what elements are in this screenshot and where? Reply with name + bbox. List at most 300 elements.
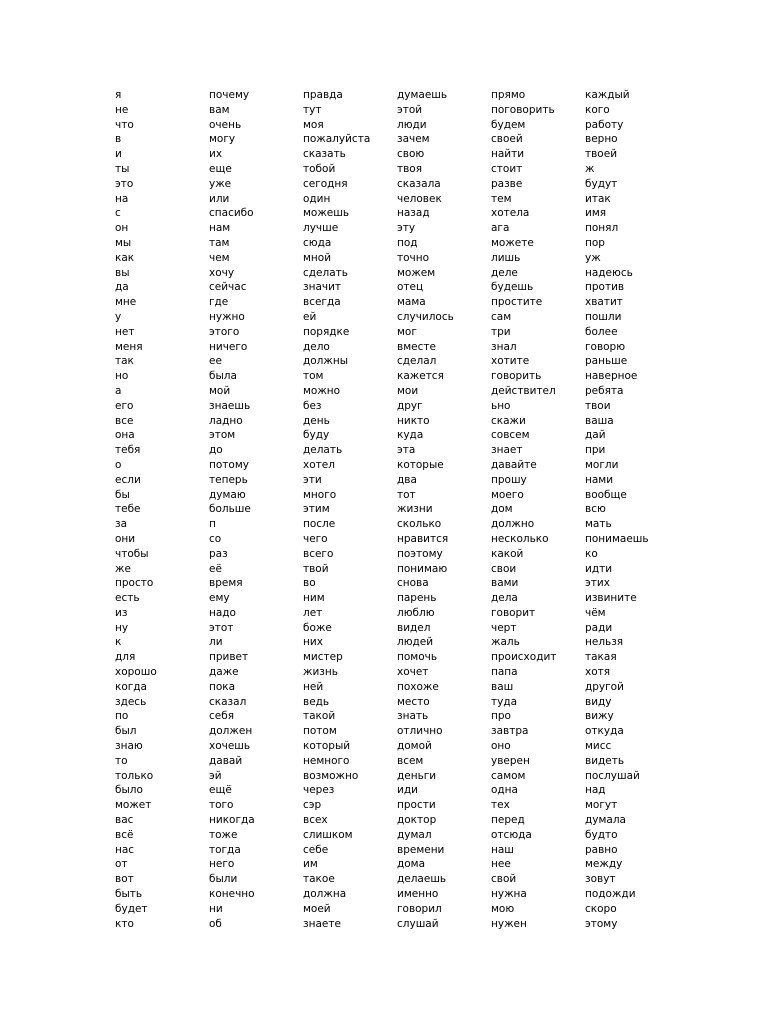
word-item: то <box>115 754 128 767</box>
word-item: отлично <box>397 725 443 738</box>
word-item: простите <box>491 296 543 309</box>
word-item: вами <box>491 577 519 590</box>
word-item: за <box>115 518 128 531</box>
word-item: при <box>585 444 606 457</box>
word-item: нами <box>585 473 614 486</box>
word-item: лучше <box>303 222 339 235</box>
word-item: там <box>209 236 230 249</box>
word-item: и <box>115 148 122 161</box>
word-item: сегодня <box>303 177 348 190</box>
word-column-2 <box>209 88 255 931</box>
word-item: вам <box>209 103 230 116</box>
word-item: до <box>209 444 223 457</box>
word-item: через <box>303 784 335 797</box>
word-item: еще <box>209 162 232 175</box>
word-item: доктор <box>397 814 437 827</box>
word-item: эту <box>397 222 416 235</box>
word-item: видеть <box>585 754 625 767</box>
word-item: очень <box>209 118 242 131</box>
word-item: хотел <box>303 458 335 471</box>
word-item: уже <box>209 177 232 190</box>
word-item: помочь <box>397 651 438 664</box>
word-item: себе <box>303 843 329 856</box>
word-column-3 <box>303 88 370 931</box>
word-item: правда <box>303 89 343 101</box>
word-item: будет <box>115 902 148 915</box>
word-item: их <box>209 148 223 161</box>
word-item: был <box>115 725 137 738</box>
word-item: который <box>303 740 351 753</box>
word-item: говорит <box>491 606 536 619</box>
word-item: всего <box>303 547 334 560</box>
word-item: скоро <box>585 902 617 915</box>
word-item: тобой <box>303 162 336 175</box>
word-item: день <box>303 414 330 427</box>
word-item: мисс <box>585 740 612 753</box>
word-item: дома <box>397 858 426 871</box>
word-item: должен <box>209 725 253 738</box>
word-item: виду <box>585 695 612 708</box>
word-item: своей <box>491 133 523 146</box>
word-item: жизнь <box>303 666 338 679</box>
word-item: вижу <box>585 710 614 723</box>
word-item: тот <box>397 488 416 501</box>
word-item: можем <box>397 266 436 279</box>
word-item: что <box>115 118 134 131</box>
word-item: или <box>209 192 230 205</box>
word-item: ведь <box>303 695 330 708</box>
word-item: сэр <box>303 799 322 812</box>
word-item: этих <box>585 577 610 590</box>
word-item: итак <box>585 192 611 205</box>
word-item: делать <box>303 444 343 457</box>
word-item: сказать <box>303 148 346 161</box>
word-item: деле <box>491 266 518 279</box>
word-item: есть <box>115 592 140 605</box>
word-item: должна <box>303 888 347 901</box>
word-item: никогда <box>209 814 255 827</box>
word-item: никто <box>397 414 430 427</box>
word-item: этого <box>209 325 240 338</box>
word-item: его <box>115 399 134 412</box>
word-item: должны <box>303 355 349 368</box>
word-item: дай <box>585 429 606 442</box>
word-item: такой <box>303 710 336 723</box>
word-item: сказала <box>397 177 441 190</box>
word-item: бы <box>115 488 130 501</box>
word-item: нет <box>115 325 135 338</box>
word-item: думала <box>585 814 626 827</box>
word-item: нужна <box>491 888 527 901</box>
word-item: эти <box>303 473 322 486</box>
word-item: этой <box>397 103 423 116</box>
word-item: ко <box>585 547 598 560</box>
word-item: были <box>209 873 238 886</box>
word-item: спасибо <box>209 207 254 220</box>
word-item: кажется <box>397 370 444 383</box>
word-item: верно <box>585 133 618 146</box>
word-item: ьно <box>491 399 511 412</box>
word-item: ни <box>209 902 223 915</box>
word-item: знает <box>491 444 523 457</box>
word-item: лишь <box>491 251 521 264</box>
word-item: эй <box>209 769 222 782</box>
word-item: найти <box>491 148 525 161</box>
word-item: она <box>115 429 135 442</box>
word-item: отец <box>397 281 424 294</box>
word-column-4 <box>397 88 454 931</box>
word-item: понимаю <box>397 562 448 575</box>
word-item: о <box>115 458 122 471</box>
word-item: это <box>115 177 134 190</box>
word-item: мной <box>303 251 332 264</box>
word-item: понял <box>585 222 619 235</box>
word-item: после <box>303 518 336 531</box>
word-item: для <box>115 651 136 664</box>
word-item: всех <box>303 814 328 827</box>
word-item: боже <box>303 621 332 634</box>
word-item: с <box>115 207 121 220</box>
word-item: мою <box>491 902 515 915</box>
word-item: людей <box>397 636 434 649</box>
word-item: про <box>491 710 511 723</box>
word-item: этот <box>209 621 234 634</box>
word-item: назад <box>397 207 430 220</box>
word-item: нужно <box>209 310 245 323</box>
word-item: скажи <box>491 414 526 427</box>
word-item: много <box>303 488 337 501</box>
word-item: мать <box>585 518 612 531</box>
word-item: тебе <box>115 503 141 516</box>
word-item: оно <box>491 740 511 753</box>
word-item: меня <box>115 340 143 353</box>
word-item: подожди <box>585 888 636 901</box>
word-item: быть <box>115 888 143 901</box>
word-item: тебя <box>115 444 141 457</box>
word-item: так <box>115 355 134 368</box>
word-item: такое <box>303 873 335 886</box>
word-item: мне <box>115 296 137 309</box>
word-item: будем <box>491 118 526 131</box>
word-item: откуда <box>585 725 624 738</box>
word-item: знаешь <box>209 399 251 412</box>
word-item: времени <box>397 843 445 856</box>
word-item: они <box>115 532 136 545</box>
word-item: делаешь <box>397 873 447 886</box>
word-item: он <box>115 222 129 235</box>
word-item: привет <box>209 651 249 664</box>
word-item: сейчас <box>209 281 247 294</box>
word-item: твоя <box>397 162 423 175</box>
word-item: свои <box>491 562 517 575</box>
word-item: понимаешь <box>585 532 649 545</box>
word-item: другой <box>585 680 624 693</box>
word-item: пока <box>209 680 236 693</box>
word-item: должно <box>491 518 535 531</box>
word-item: моего <box>491 488 524 501</box>
word-item: черт <box>491 621 517 634</box>
word-item: в <box>115 133 122 146</box>
word-item: п <box>209 518 216 531</box>
word-item: надо <box>209 606 236 619</box>
word-item: твои <box>585 399 611 412</box>
word-item: всю <box>585 503 606 516</box>
word-item: всем <box>397 754 424 767</box>
word-item: хочет <box>397 666 429 679</box>
word-item: ну <box>115 621 129 634</box>
word-item: ей <box>303 310 317 323</box>
word-item: всё <box>115 828 134 841</box>
word-item: мистер <box>303 651 343 664</box>
word-item: могу <box>209 133 236 146</box>
word-item: похоже <box>397 680 439 693</box>
word-item: по <box>115 710 129 723</box>
word-item: хотите <box>491 355 530 368</box>
word-item: место <box>397 695 430 708</box>
word-item: немного <box>303 754 350 767</box>
word-item: говорю <box>585 340 626 353</box>
word-item: дом <box>491 503 513 516</box>
word-item: завтра <box>491 725 529 738</box>
word-item: твой <box>303 562 329 575</box>
word-item: мой <box>209 384 231 397</box>
word-item: на <box>115 192 129 205</box>
word-item: парень <box>397 592 437 605</box>
word-column-1 <box>115 88 157 931</box>
word-item: хватит <box>585 296 623 309</box>
word-item: снова <box>397 577 429 590</box>
word-item: туда <box>491 695 518 708</box>
word-item: пошли <box>585 310 622 323</box>
word-item: можешь <box>303 207 350 220</box>
word-item: думаю <box>209 488 246 501</box>
word-item: папа <box>491 666 518 679</box>
word-item: против <box>585 281 625 294</box>
word-item: возможно <box>303 769 359 782</box>
word-item: вы <box>115 266 130 279</box>
word-item: такая <box>585 651 617 664</box>
word-item: могли <box>585 458 619 471</box>
word-item: кто <box>115 917 134 930</box>
word-item: сказал <box>209 695 247 708</box>
word-item: стоит <box>491 162 523 175</box>
word-item: имя <box>585 207 607 220</box>
word-item: ваш <box>491 680 514 693</box>
word-item: зачем <box>397 133 430 146</box>
word-item: как <box>115 251 135 264</box>
word-item: порядке <box>303 325 350 338</box>
word-item: да <box>115 281 129 294</box>
word-item: говорил <box>397 902 442 915</box>
word-item: давай <box>209 754 243 767</box>
word-item: тем <box>491 192 512 205</box>
word-item: домой <box>397 740 432 753</box>
word-item: один <box>303 192 331 205</box>
word-item: послушай <box>585 769 640 782</box>
word-item: больше <box>209 503 251 516</box>
word-item: без <box>303 399 322 412</box>
word-item: твоей <box>585 148 618 161</box>
word-item: вообще <box>585 488 627 501</box>
word-item: знаете <box>303 917 341 930</box>
word-item: ее <box>209 355 222 368</box>
word-item: я <box>115 89 122 101</box>
word-item: ничего <box>209 340 248 353</box>
word-item: теперь <box>209 473 248 486</box>
word-item: нас <box>115 843 135 856</box>
word-item: идти <box>585 562 613 575</box>
word-column-6 <box>585 88 649 931</box>
word-item: том <box>303 370 324 383</box>
word-item: именно <box>397 888 439 901</box>
word-item: нравится <box>397 532 449 545</box>
word-item: просто <box>115 577 154 590</box>
word-item: происходит <box>491 651 557 664</box>
word-item: из <box>115 606 128 619</box>
word-item: об <box>209 917 222 930</box>
word-item: чем <box>209 251 230 264</box>
word-item: себя <box>209 710 235 723</box>
word-item: люблю <box>397 606 435 619</box>
word-item: ж <box>585 162 595 175</box>
word-item: точно <box>397 251 430 264</box>
word-item: дела <box>491 592 518 605</box>
word-item: значит <box>303 281 342 294</box>
word-item: от <box>115 858 128 871</box>
word-item: а <box>115 384 122 397</box>
word-item: но <box>115 370 129 383</box>
word-item: него <box>209 858 235 871</box>
word-item: каждый <box>585 89 630 101</box>
word-item: три <box>491 325 511 338</box>
word-item: друг <box>397 399 423 412</box>
word-item: можно <box>303 384 341 397</box>
word-item: жизни <box>397 503 433 516</box>
word-item: мы <box>115 236 132 249</box>
word-item: была <box>209 370 237 383</box>
word-item: хочешь <box>209 740 251 753</box>
word-item: все <box>115 414 134 427</box>
word-item: сколько <box>397 518 442 531</box>
word-item: ради <box>585 621 613 634</box>
word-item: конечно <box>209 888 255 901</box>
word-item: этом <box>209 429 236 442</box>
word-item: сюда <box>303 236 332 249</box>
word-item: надеюсь <box>585 266 633 279</box>
word-item: раз <box>209 547 228 560</box>
word-item: наш <box>491 843 514 856</box>
word-item: случилось <box>397 310 454 323</box>
word-item: куда <box>397 429 424 442</box>
word-item: ты <box>115 162 130 175</box>
word-item: извините <box>585 592 637 605</box>
word-item: даже <box>209 666 239 679</box>
word-item: буду <box>303 429 330 442</box>
word-item: вот <box>115 873 134 886</box>
word-item: пор <box>585 236 605 249</box>
word-item: лет <box>303 606 323 619</box>
word-item: почему <box>209 89 250 101</box>
word-item: отсюда <box>491 828 532 841</box>
word-item: над <box>585 784 606 797</box>
word-item: если <box>115 473 141 486</box>
word-item: человек <box>397 192 442 205</box>
word-item: одна <box>491 784 518 797</box>
word-item: деньги <box>397 769 437 782</box>
word-item: ним <box>303 592 325 605</box>
word-item: свою <box>397 148 425 161</box>
word-item: дело <box>303 340 330 353</box>
word-item: у <box>115 310 122 323</box>
word-item: люди <box>397 118 427 131</box>
word-item: прямо <box>491 89 526 101</box>
word-item: этим <box>303 503 330 516</box>
word-item: уж <box>585 251 601 264</box>
word-item: к <box>115 636 122 649</box>
word-item: иди <box>397 784 418 797</box>
word-item: пожалуйста <box>303 133 371 146</box>
word-item: какой <box>491 547 524 560</box>
word-item: мог <box>397 325 417 338</box>
word-item: нельзя <box>585 636 624 649</box>
word-item: между <box>585 858 623 871</box>
word-item: ещё <box>209 784 232 797</box>
word-item: ребята <box>585 384 624 397</box>
word-item: под <box>397 236 418 249</box>
word-item: ли <box>209 636 223 649</box>
word-item: тех <box>491 799 510 812</box>
word-item: жаль <box>491 636 520 649</box>
word-item: равно <box>585 843 618 856</box>
word-item: же <box>115 562 131 575</box>
word-item: знал <box>491 340 517 353</box>
word-item: нужен <box>491 917 527 930</box>
word-item: поэтому <box>397 547 443 560</box>
word-item: тут <box>303 103 322 116</box>
word-item: кого <box>585 103 610 116</box>
word-item: когда <box>115 680 147 693</box>
word-item: свой <box>491 873 517 886</box>
word-item: два <box>397 473 417 486</box>
word-item: более <box>585 325 618 338</box>
word-item: тоже <box>209 828 238 841</box>
word-item: слушай <box>397 917 439 930</box>
word-item: работу <box>585 118 624 131</box>
word-column-5 <box>491 88 556 931</box>
word-item: во <box>303 577 316 590</box>
word-item: поговорить <box>491 103 555 116</box>
word-item: видел <box>397 621 431 634</box>
word-item: наверное <box>585 370 638 383</box>
word-item: эта <box>397 444 416 457</box>
word-item: них <box>303 636 323 649</box>
word-item: прости <box>397 799 436 812</box>
word-item: сам <box>491 310 512 323</box>
word-item: действител <box>491 384 556 397</box>
word-item: совсем <box>491 429 530 442</box>
word-item: хотела <box>491 207 530 220</box>
word-item: моя <box>303 118 324 131</box>
word-item: говорить <box>491 370 542 383</box>
word-item: тогда <box>209 843 241 856</box>
word-item: знать <box>397 710 429 723</box>
word-item: зовут <box>585 873 616 886</box>
word-item: знаю <box>115 740 143 753</box>
word-item: мама <box>397 296 426 309</box>
word-item: всегда <box>303 296 341 309</box>
word-item: сделать <box>303 266 348 279</box>
word-item: потому <box>209 458 249 471</box>
